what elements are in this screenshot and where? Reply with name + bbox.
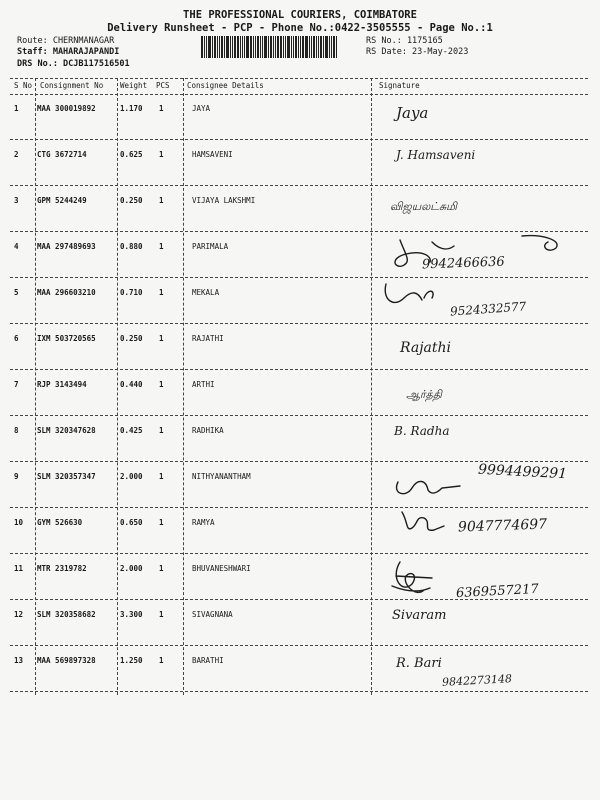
signature-phone: 6369557217 xyxy=(455,581,540,602)
consignment-number: SLM 320347628 xyxy=(37,426,96,435)
consignee-name: RAJATHI xyxy=(192,334,224,343)
consignee-name: BHUVANESHWARI xyxy=(192,564,251,573)
table-row xyxy=(0,186,600,232)
signature-area xyxy=(372,462,587,508)
consignee-name: PARIMALA xyxy=(192,242,229,251)
route-label: Route: CHERNMANAGAR xyxy=(17,36,115,46)
signature-text: Sivaram xyxy=(392,608,447,623)
weight-value: 0.650 xyxy=(120,518,143,527)
signature-area xyxy=(372,600,587,646)
consignment-number: MAA 569897328 xyxy=(37,656,96,665)
row-divider xyxy=(10,691,588,692)
pcs-count: 1 xyxy=(159,104,164,113)
barcode-icon xyxy=(201,36,351,58)
pcs-count: 1 xyxy=(159,242,164,251)
pcs-count: 1 xyxy=(159,518,164,527)
consignment-number: RJP 3143494 xyxy=(37,380,87,389)
signature-area xyxy=(372,508,587,554)
signature-phone: 9524332577 xyxy=(449,299,527,319)
drs-number: DRS No.: DCJB117516501 xyxy=(17,59,130,69)
pcs-count: 1 xyxy=(159,564,164,573)
consignment-number: MTR 2319782 xyxy=(37,564,87,573)
signature-scribble-icon xyxy=(372,278,587,324)
signature-area xyxy=(372,416,587,462)
pcs-count: 1 xyxy=(159,656,164,665)
pcs-count: 1 xyxy=(159,334,164,343)
col-header-pcs: PCS xyxy=(156,81,170,90)
signature-area xyxy=(372,232,587,278)
table-row xyxy=(0,324,600,370)
table-row xyxy=(0,232,600,278)
staff-label: Staff: MAHARAJAPANDI xyxy=(17,47,120,57)
signature-area xyxy=(372,554,587,600)
row-sno: 2 xyxy=(14,150,19,159)
pcs-count: 1 xyxy=(159,426,164,435)
table-row xyxy=(0,370,600,416)
row-sno: 7 xyxy=(14,380,19,389)
signature-phone: 9942466636 xyxy=(421,254,505,273)
weight-value: 0.425 xyxy=(120,426,143,435)
weight-value: 0.440 xyxy=(120,380,143,389)
weight-value: 0.250 xyxy=(120,196,143,205)
signature-scribble-icon xyxy=(372,370,587,416)
signature-text: Jaya xyxy=(396,104,429,122)
col-header-consignee: Consignee Details xyxy=(187,81,264,90)
consignment-number: GPM 5244249 xyxy=(37,196,87,205)
consignee-name: RADHIKA xyxy=(192,426,224,435)
consignee-name: RAMYA xyxy=(192,518,215,527)
consignment-number: MAA 300019892 xyxy=(37,104,96,113)
table-row xyxy=(0,462,600,508)
table-row xyxy=(0,278,600,324)
consignee-name: MEKALA xyxy=(192,288,220,297)
signature-text: B. Radha xyxy=(394,424,450,438)
row-sno: 1 xyxy=(14,104,19,113)
pcs-count: 1 xyxy=(159,288,164,297)
row-sno: 11 xyxy=(14,564,24,573)
signature-text: விஜயலட்சுமி xyxy=(390,200,458,213)
pcs-count: 1 xyxy=(159,196,164,205)
col-header-consignment: Consignment No xyxy=(40,81,104,90)
consignment-number: IXM 503720565 xyxy=(37,334,96,343)
signature-phone: 9994499291 xyxy=(477,461,568,483)
row-sno: 10 xyxy=(14,518,24,527)
table-row xyxy=(0,600,600,646)
row-sno: 5 xyxy=(14,288,19,297)
signature-area xyxy=(372,140,587,186)
weight-value: 0.250 xyxy=(120,334,143,343)
consignee-name: BARATHI xyxy=(192,656,224,665)
consignment-number: SLM 320358682 xyxy=(37,610,96,619)
rs-date: RS Date: 23-May-2023 xyxy=(366,47,469,57)
table-row xyxy=(0,508,600,554)
pcs-count: 1 xyxy=(159,380,164,389)
table-row xyxy=(0,94,600,140)
signature-area xyxy=(372,94,587,140)
consignment-number: GYM 526630 xyxy=(37,518,83,527)
signature-text: R. Bari xyxy=(396,656,442,671)
table-row xyxy=(0,140,600,186)
consignment-number: SLM 320357347 xyxy=(37,472,96,481)
rs-number: RS No.: 1175165 xyxy=(366,36,443,46)
consignment-number: MAA 297489693 xyxy=(37,242,96,251)
col-header-signature: Signature xyxy=(379,81,420,90)
consignee-name: NITHYANANTHAM xyxy=(192,472,251,481)
weight-value: 0.625 xyxy=(120,150,143,159)
row-sno: 12 xyxy=(14,610,24,619)
table-row xyxy=(0,416,600,462)
signature-scribble-icon xyxy=(372,600,587,646)
col-header-sno: S No xyxy=(14,81,33,90)
pcs-count: 1 xyxy=(159,472,164,481)
signature-scribble-icon xyxy=(372,140,587,186)
weight-value: 2.000 xyxy=(120,472,143,481)
weight-value: 0.880 xyxy=(120,242,143,251)
consignee-name: JAYA xyxy=(192,104,211,113)
row-sno: 6 xyxy=(14,334,19,343)
signature-text: Rajathi xyxy=(400,340,452,356)
company-title: THE PROFESSIONAL COURIERS, COIMBATORE xyxy=(183,9,417,21)
signature-text: J. Hamsaveni xyxy=(396,148,476,162)
signature-area xyxy=(372,646,587,692)
row-sno: 3 xyxy=(14,196,19,205)
runsheet-subtitle: Delivery Runsheet - PCP - Phone No.:0422-3505555 - Page No.:1 xyxy=(107,22,493,34)
signature-area xyxy=(372,370,587,416)
weight-value: 2.000 xyxy=(120,564,143,573)
pcs-count: 1 xyxy=(159,610,164,619)
table-row xyxy=(0,554,600,600)
weight-value: 1.250 xyxy=(120,656,143,665)
consignee-name: ARTHI xyxy=(192,380,215,389)
consignee-name: VIJAYA LAKSHMI xyxy=(192,196,256,205)
signature-area xyxy=(372,186,587,232)
row-sno: 8 xyxy=(14,426,19,435)
signature-area xyxy=(372,324,587,370)
row-sno: 13 xyxy=(14,656,24,665)
signature-area xyxy=(372,278,587,324)
pcs-count: 1 xyxy=(159,150,164,159)
signature-phone: 9047774697 xyxy=(457,516,548,536)
row-sno: 4 xyxy=(14,242,19,251)
col-header-weight: Weight xyxy=(120,81,148,90)
weight-value: 3.300 xyxy=(120,610,143,619)
consignee-name: HAMSAVENI xyxy=(192,150,233,159)
signature-scribble-icon xyxy=(372,416,587,462)
signature-text: ஆர்த்தி xyxy=(406,388,442,401)
header-top-rule xyxy=(10,78,588,79)
row-sno: 9 xyxy=(14,472,19,481)
signature-phone: 9842273148 xyxy=(441,672,513,689)
consignment-number: MAA 296603210 xyxy=(37,288,96,297)
consignee-name: SIVAGNANA xyxy=(192,610,233,619)
weight-value: 1.170 xyxy=(120,104,143,113)
table-row xyxy=(0,646,600,692)
weight-value: 0.710 xyxy=(120,288,143,297)
consignment-number: CTG 3672714 xyxy=(37,150,87,159)
